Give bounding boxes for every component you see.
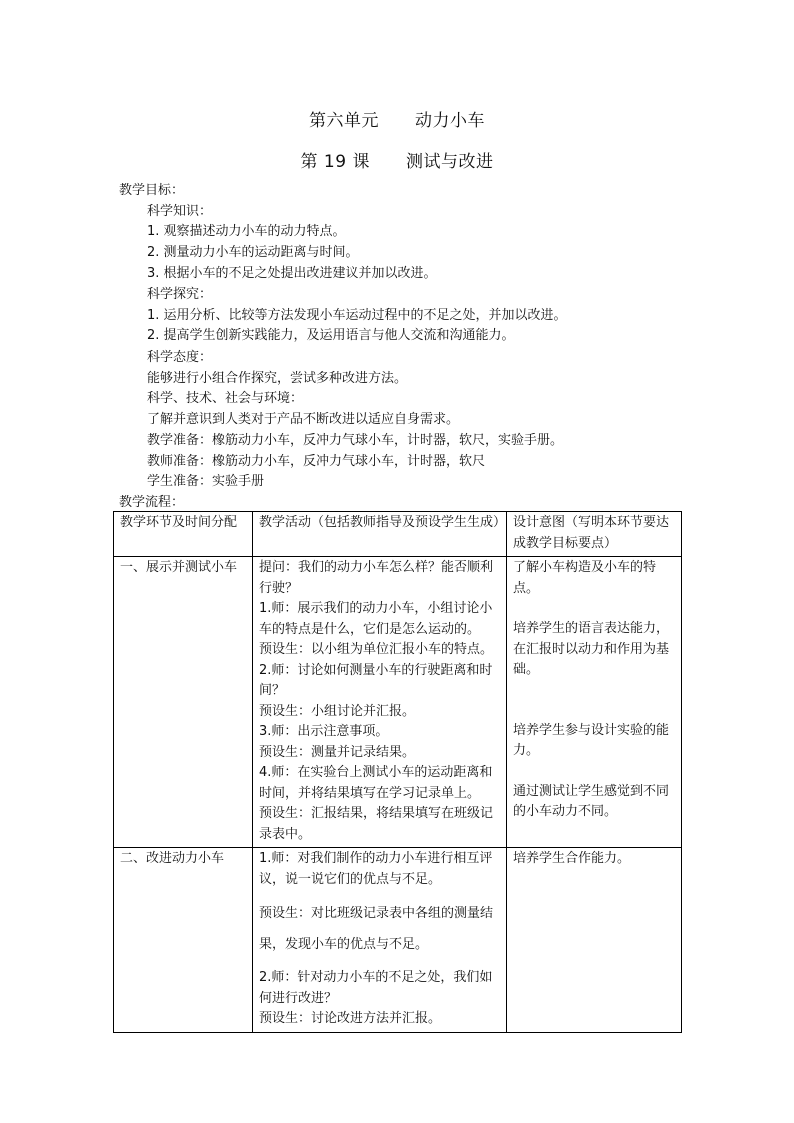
spacer: [513, 762, 675, 782]
unit-name: 动力小车: [415, 111, 485, 131]
objectives-heading: 教学目标：: [119, 183, 185, 198]
activity-line: 2.师：针对动力小车的不足之处，我们如何进行改进？: [259, 970, 493, 1006]
knowledge-item: 1. 观察描述动力小车的动力特点。: [147, 224, 346, 239]
knowledge-item: 3. 根据小车的不足之处提出改进建议并加以改进。: [147, 266, 437, 281]
intent-cell: [507, 848, 682, 1033]
table-header-row: [114, 512, 682, 557]
teaching-flow-table: [113, 511, 682, 1033]
unit-number: 第六单元: [309, 111, 379, 131]
knowledge-heading: 科学知识：: [147, 204, 213, 219]
header-activity: 教学活动（包括教师指导及预设学生生成）: [253, 512, 507, 557]
intent-line: 培养学生合作能力。: [513, 851, 631, 866]
sts-text: 了解并意识到人类对于产品不断改进以适应自身需求。: [147, 412, 460, 427]
activity-line: 预设生：讨论改进方法并汇报。: [259, 1011, 442, 1026]
table-row: [114, 848, 682, 1033]
lesson-name: 测试与改进: [405, 152, 494, 172]
stage-cell: 一、展示并测试小车: [114, 557, 253, 848]
activity-cell: [253, 848, 507, 1033]
stage-cell: 二、改进动力小车: [114, 848, 253, 1033]
attitude-heading: 科学态度：: [147, 350, 213, 365]
intent-line: 培养学生的语言表达能力，在汇报时以动力和作用为基础。: [513, 621, 670, 677]
teaching-preparation: 教学准备：橡筋动力小车，反冲力气球小车，计时器，软尺，实验手册。: [147, 433, 564, 448]
activity-line: 3.师：出示注意事项。: [259, 724, 389, 739]
activity-line: 预设生：小组讨论并汇报。: [259, 703, 416, 719]
intent-line: 通过测试让学生感觉到不同的小车动力不同。: [513, 783, 670, 819]
activity-line: 预设生：以小组为单位汇报小车的特点。: [259, 642, 494, 657]
activity-line: 预设生：测量并记录结果。: [259, 744, 416, 760]
header-intent: 设计意图（写明本环节要达成教学目标要点）: [507, 512, 682, 557]
intent-line: 了解小车构造及小车的特点。: [513, 560, 657, 596]
activity-line: 提问：我们的动力小车怎么样？能否顺利行驶？: [259, 560, 494, 596]
activity-cell: [253, 557, 507, 848]
activity-line: 预设生：汇报结果，将结果填写在班级记录表中。: [259, 806, 494, 842]
lesson-title: [0, 147, 794, 172]
spacer: [513, 599, 675, 619]
spacer: [259, 890, 500, 898]
lesson-number: 第 19 课: [300, 152, 370, 172]
spacer: [259, 960, 500, 968]
inquiry-heading: 科学探究：: [147, 287, 213, 302]
spacer: [513, 701, 675, 721]
flow-heading: 教学流程：: [119, 495, 185, 510]
inquiry-item: 2. 提高学生创新实践能力，及运用语言与他人交流和沟通能力。: [147, 328, 515, 343]
unit-title: [0, 106, 794, 131]
spacer: [513, 681, 675, 701]
inquiry-item: 1. 运用分析、比较等方法发现小车运动过程中的不足之处，并加以改进。: [147, 308, 567, 323]
sts-heading: 科学、技术、社会与环境：: [147, 391, 304, 406]
attitude-text: 能够进行小组合作探究，尝试多种改进方法。: [147, 371, 408, 386]
activity-line: 2.师：讨论如何测量小车的行驶距离和时间？: [259, 662, 493, 698]
table-row: [114, 557, 682, 848]
knowledge-item: 2. 测量动力小车的运动距离与时间。: [147, 245, 359, 260]
intent-line: 培养学生参与设计实验的能力。: [513, 722, 670, 758]
activity-line: 1.师：展示我们的动力小车，小组讨论小车的特点是什么，它们是怎么运动的。: [259, 601, 493, 637]
activity-line: 1.师：对我们制作的动力小车进行相互评议，说一说它们的优点与不足。: [259, 851, 493, 887]
student-preparation: 学生准备：实验手册: [147, 474, 265, 489]
teacher-preparation: 教师准备：橡筋动力小车，反冲力气球小车，计时器，软尺: [147, 454, 486, 469]
activity-line: 预设生：对比班级记录表中各组的测量结果，发现小车的优点与不足。: [259, 906, 494, 952]
activity-line: 4.师：在实验台上测试小车的运动距离和时间，并将结果填写在学习记录单上。: [259, 765, 493, 801]
header-stage: 教学环节及时间分配: [114, 512, 253, 557]
intent-cell: [507, 557, 682, 848]
